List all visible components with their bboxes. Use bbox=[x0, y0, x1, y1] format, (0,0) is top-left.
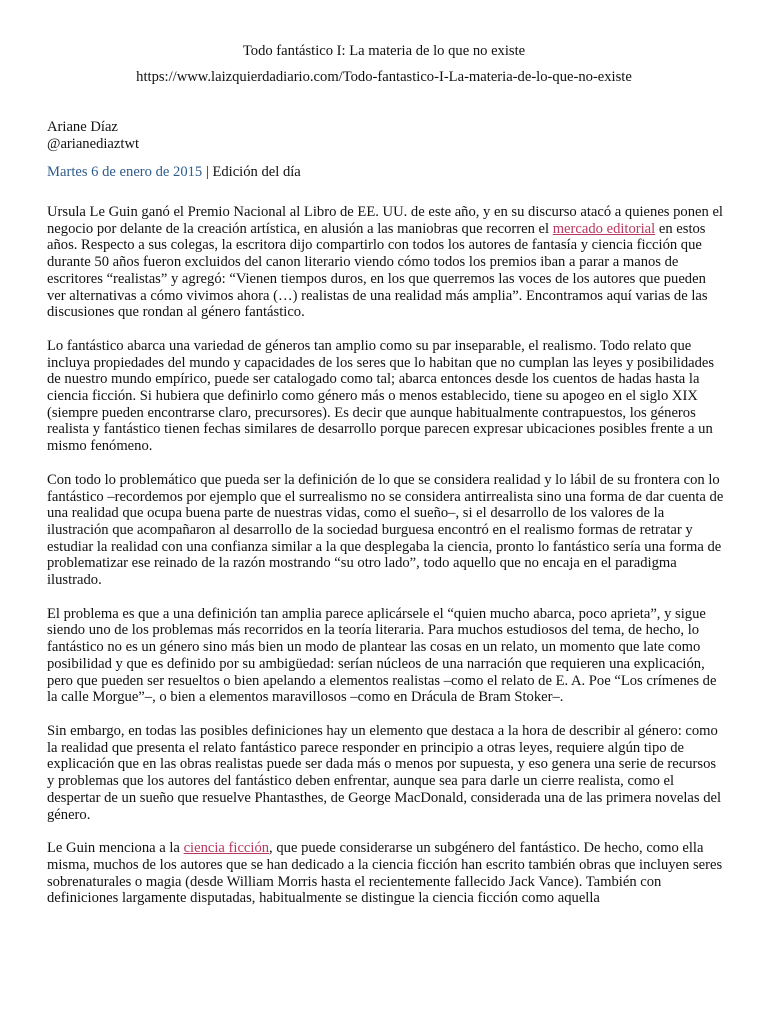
paragraph-5: Sin embargo, en todas las posibles definiciones hay un elemento que destaca a la hora de describir al género: como la realidad que presenta el relato fantástico parece responder en principio a otras leyes, requiere algún tipo de explicación que en las obras realistas puede ser dada más o menos por supuesta, y eso genera una serie de recursos y problemas que los autores del fantástico deben enfrentar, aunque sea para darle un cierre realista, como el despertar de un sueño que resuelve Phantasthes, de George MacDonald, considerada una de las primera novelas del género. bbox=[47, 722, 722, 823]
dateline-separator: | bbox=[202, 164, 213, 180]
edition-label: Edición del día bbox=[212, 164, 301, 180]
paragraph-4: El problema es que a una definición tan amplia parece aplicársele el “quien mucho abarca, poco aprieta”, y sigue siendo uno de los problemas más recorridos en la teoría literaria. Para muchos estudiosos del tema, de hecho, lo fantástico no es un género sino más bien un modo de plantear las cosas en un relato, un momento que late como posibilidad y que es definido por su ambigüedad: serían núcleos de una narración que requieren una explicación, pero que pueden ser resueltos o bien apelando a elementos realistas –como el relato de E. A. Poe “Los crímenes de la calle Morgue”–, o bien a elementos maravillosos –como en Drácula de Bram Stoker–. bbox=[47, 605, 717, 706]
link-ciencia-ficcion[interactable]: ciencia ficción bbox=[183, 840, 270, 857]
paragraph-3: Con todo lo problemático que pueda ser la definición de lo que se considera realidad y lo lábil de su frontera con lo fantástico –recordemos por ejemplo que el surrealismo no se considera antirrealista sino una forma de dar cuenta de una realidad que ocupa buena parte de nuestras vidas, como el sueño–, si el desarrollo de los valores de la ilustración que acompañaron al desarrollo de la sociedad burguesa encontró en el realismo formas de retratar y estudiar la realidad con una confianza similar a la que desplegaba la ciencia, pronto lo fantástico sería una forma de problematizar ese reinado de la razón mostrando “su otro lado”, todo aquello que no encaja en el paradigma ilustrado. bbox=[47, 471, 724, 589]
paragraph-2: Lo fantástico abarca una variedad de géneros tan amplio como su par inseparable, el realismo. Todo relato que incluya propiedades del mundo y capacidades de los seres que lo habitan que no cumplan las leyes y posibilidades de nuestro mundo empírico, puede ser catalogado como tal; abarca entonces desde los cuentos de hadas hasta la ciencia ficción. Si hubiera que definirlo como género más o menos establecido, tiene su apogeo en el siglo XIX (siempre pueden encontrarse claro, precursores). Es decir que aunque habitualmente contrapuestos, los géneros realista y fantástico tienen fechas similares de desarrollo porque parecen expresar ubicaciones posibles frente a un mismo fenómeno. bbox=[47, 337, 715, 455]
article-body bbox=[47, 204, 725, 924]
link-mercado-editorial[interactable]: mercado editorial bbox=[552, 220, 656, 237]
paragraph-6 bbox=[47, 840, 725, 907]
paragraph-1 bbox=[47, 204, 725, 321]
author-name: Ariane Díaz bbox=[47, 119, 118, 135]
paragraph-text: , que puede considerarse un subgénero del fantástico. De hecho, como ella misma, muchos de los autores que se han dedicado a la ciencia ficción han escrito también obras que incluyen seres sobrenaturales o magia (desde William Morris hasta el recientemente fallecido Jack Vance). También con definiciones largamente disputadas, habitualmente se distingue la ciencia ficción como aquella bbox=[47, 840, 723, 907]
document-title: Todo fantástico I: La materia de lo que no existe bbox=[242, 43, 526, 59]
dateline bbox=[47, 164, 301, 181]
publish-date: Martes 6 de enero de 2015 bbox=[47, 164, 203, 180]
paragraph-text: Ursula Le Guin ganó el Premio Nacional al Libro de EE. UU. de este año, y en su discurso atacó a quienes ponen el negocio por delante de la creación artística, en alusión a las maniobras que recorren el bbox=[47, 204, 723, 237]
paragraph-text: Le Guin menciona a la bbox=[47, 840, 184, 857]
document-url: https://www.laizquierdadiario.com/Todo-fantastico-I-La-materia-de-lo-que-no-existe bbox=[136, 69, 632, 85]
paragraph-text: en estos años. Respecto a sus colegas, la escritora dijo compartirlo con todos los autores de fantasía y ciencia ficción que durante 50 años fueron excluidos del canon literario viendo cómo todos los premios iban a parar a manos de escritores “realistas” y agregó: “Vienen tiempos duros, en los que querremos las voces de los autores que pueden ver alternativas a cómo vivimos ahora (…) realistas de una realidad más amplia”. Encontramos aquí varias de las discusiones que rondan al género fantástico. bbox=[47, 220, 708, 321]
author-handle: @arianediaztwt bbox=[47, 136, 140, 152]
